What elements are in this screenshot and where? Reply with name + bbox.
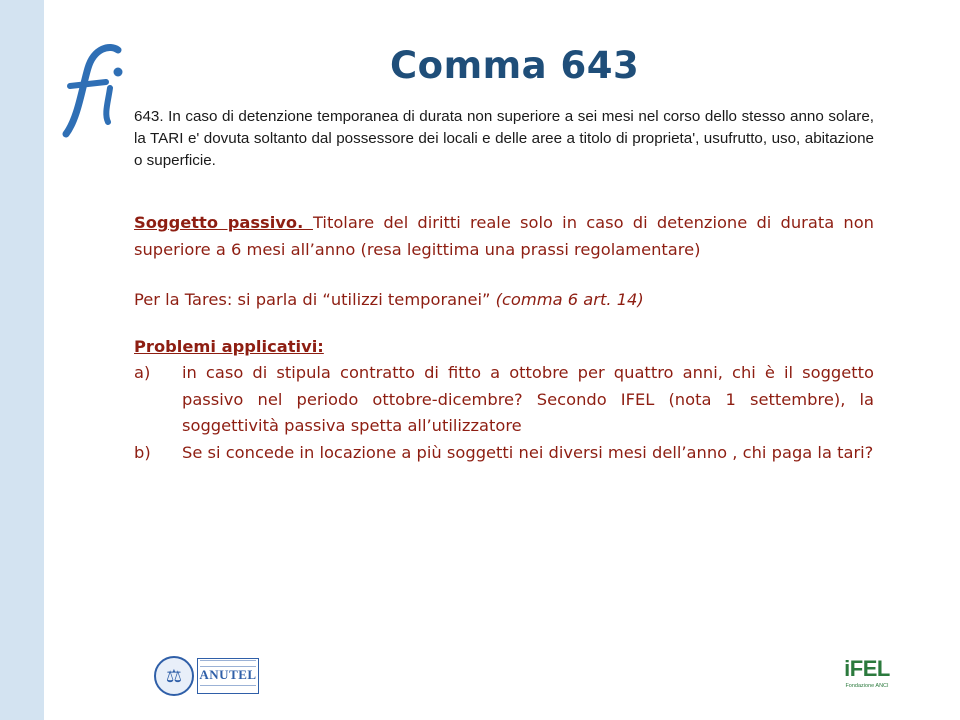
list-marker: a) xyxy=(134,363,151,382)
scales-icon: ⚖ xyxy=(154,656,194,696)
list-item xyxy=(134,440,874,467)
list-marker: b) xyxy=(134,442,151,462)
ifel-logo xyxy=(838,656,896,698)
problems-heading: Problemi applicativi: xyxy=(134,336,324,356)
anutel-wordmark xyxy=(197,658,259,694)
tares-paragraph xyxy=(134,287,874,314)
ifel-subtitle: Fondazione ANCI xyxy=(845,683,889,689)
soggetto-label: Soggetto passivo. xyxy=(134,213,313,232)
list-item-text: Se si concede in locazione a più soggetti nei diversi mesi dell’anno , chi paga la tari? xyxy=(182,442,874,462)
slide-title: Comma 643 xyxy=(390,44,640,87)
list-item-text: in caso di stipula contratto di fitto a ottobre per quattro anni, chi è il soggetto passivo nel periodo ottobre-dicembre? Secondo IFEL (nota 1 settembre), la soggettività passiva spetta all’utilizzatore xyxy=(182,363,874,435)
list-item xyxy=(134,360,874,440)
problems-list xyxy=(134,360,874,466)
soggetto-paragraph xyxy=(134,210,874,263)
tares-text: Per la Tares: si parla di “utilizzi temporanei” xyxy=(134,290,496,309)
anutel-logo xyxy=(154,656,260,698)
fi-logo-icon xyxy=(58,38,130,138)
anutel-name: ANUTEL xyxy=(199,667,257,682)
law-text: 643. In caso di detenzione temporanea di durata non superiore a sei mesi nel corso dello stesso anno solare, la TARI e' dovuta soltanto dal possessore dei locali e delle aree a titolo di proprieta', usufrutto, uso, abitazione o superficie. xyxy=(134,108,874,169)
tares-reference: (comma 6 art. 14) xyxy=(495,290,644,309)
ifel-name: iFEL xyxy=(844,656,890,681)
comment-block xyxy=(134,210,874,466)
left-decorative-bar xyxy=(0,0,44,720)
soggetto-text: Titolare del diritti reale solo in caso di detenzione di durata non superiore a 6 mesi all’anno (resa legittima una prassi regolamentare) xyxy=(134,213,874,259)
